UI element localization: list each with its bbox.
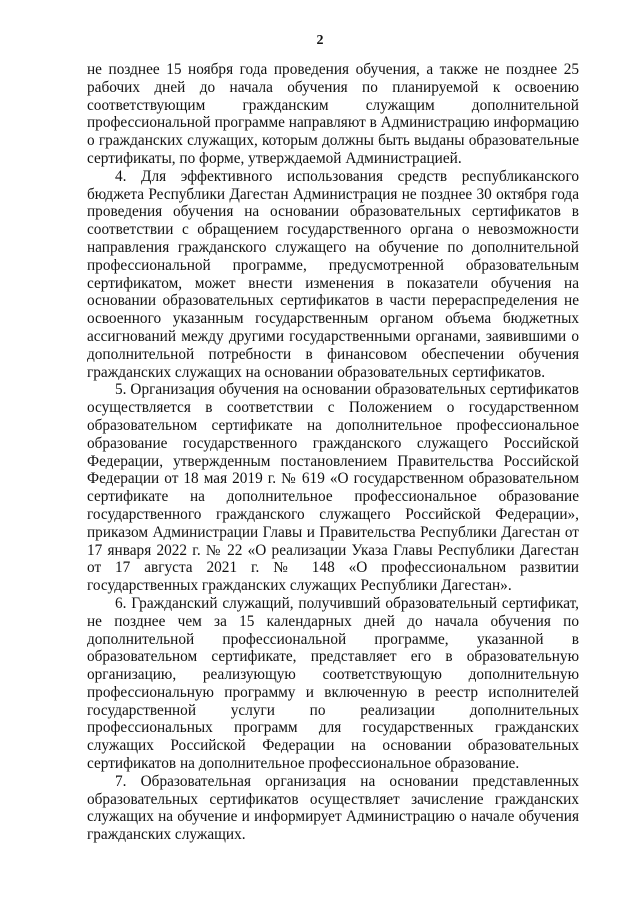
document-body: [87, 61, 579, 844]
paragraph-5: 5. Организация обучения на основании образовательных сертификатов осуществляется в соответствии с Положением о государственном образовательном сертификате на дополнительное профессиональное образование государственного гражданского служащего Российской Федерации, утвержденным постановлением Правительства Российской Федерации от 18 мая 2019 г. № 619 «О государственном образовательном сертификате на дополнительное профессиональное образование государственного гражданского служащего Российской Федерации», приказом Администрации Главы и Правительства Республики Дагестан от 17 января 2022 г. № 22 «О реализации Указа Главы Республики Дагестан от 17 августа 2021 г. № 148 «О профессиональном развитии государственных гражданских служащих Республики Дагестан».: [87, 381, 579, 595]
paragraph-4: 4. Для эффективного использования средств республиканского бюджета Республики Дагестан Администрация не позднее 30 октября года проведения обучения на основании образовательных сертификатов в соответствии с обращением государственного органа о невозможности направления гражданского служащего на обучение по дополнительной профессиональной программе, предусмотренной образовательным сертификатом, может внести изменения в показатели обучения на основании образовательных сертификатов в части перераспределения не освоенного указанным государственным органом объема бюджетных ассигнований между другими государственными органами, заявившими о дополнительной потребности в финансовом обеспечении обучения гражданских служащих на основании образовательных сертификатов.: [87, 167, 579, 381]
page-number: 2: [316, 33, 324, 48]
paragraph-continuation: не позднее 15 ноября года проведения обучения, а также не позднее 25 рабочих дней до начала обучения по планируемой к освоению соответствующим гражданским служащим дополнительной профессиональной программе направляют в Администрацию информацию о гражданских служащих, которым должны быть выданы образовательные сертификаты, по форме, утверждаемой Администрацией.: [87, 61, 579, 167]
paragraph-7: 7. Образовательная организация на основании представленных образовательных сертификатов осуществляет зачисление гражданских служащих на обучение и информирует Администрацию о начале обучения гражданских служащих.: [87, 772, 579, 844]
paragraph-6: 6. Гражданский служащий, получивший образовательный сертификат, не позднее чем за 15 календарных дней до начала обучения по дополнительной профессиональной программе, указанной в образовательном сертификате, представляет его в образовательную организацию, реализующую соответствующую дополнительную профессиональную программу и включенную в реестр исполнителей государственной услуги по реализации дополнительных профессиональных программ для государственных гражданских служащих Российской Федерации на основании образовательных сертификатов на дополнительное профессиональное образование.: [87, 594, 579, 773]
